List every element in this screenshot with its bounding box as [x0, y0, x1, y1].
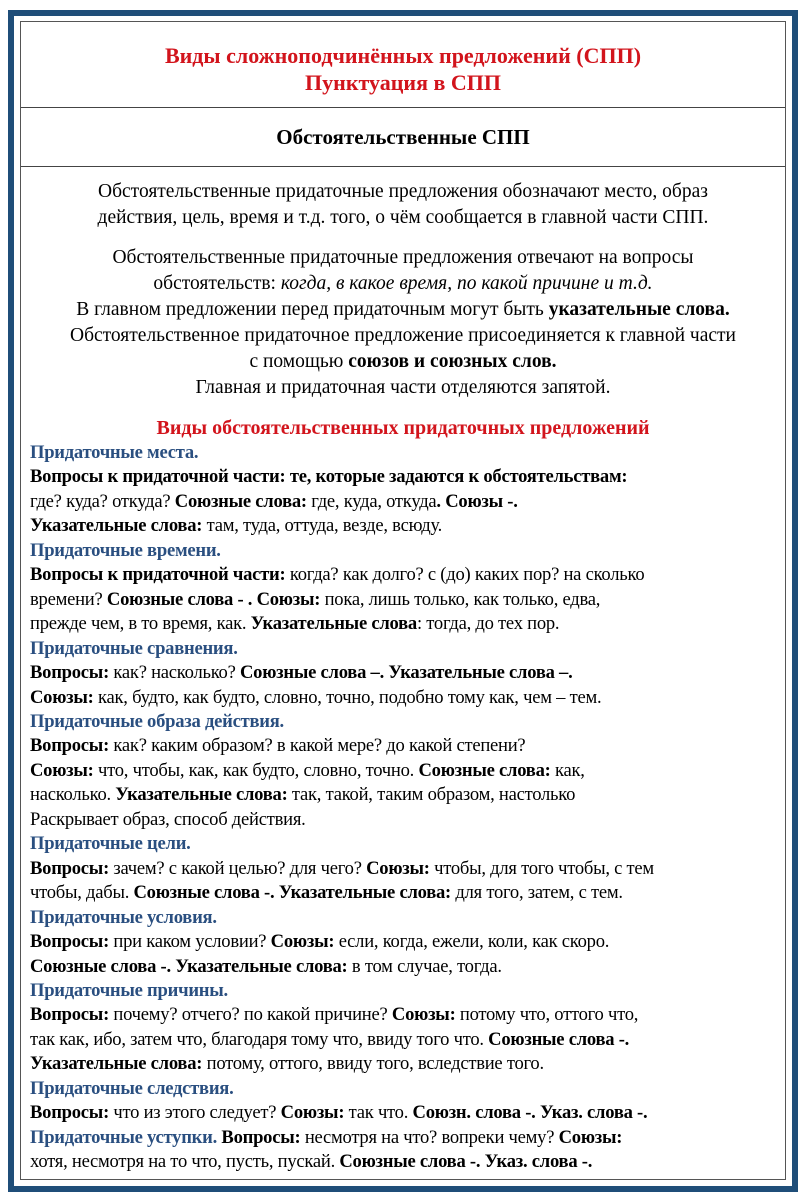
bold-text: Союзные слова -. Указ. слова -.	[339, 1151, 593, 1173]
subtype-heading: Придаточные причины.	[30, 979, 228, 1001]
text: так, такой, таким образом, настолько	[287, 784, 576, 806]
types-list	[21, 441, 785, 1175]
text-line	[30, 490, 785, 514]
section-heading: Обстоятельственные СПП	[21, 108, 785, 167]
types-heading: Виды обстоятельственных придаточных предложений	[156, 417, 650, 439]
text-line	[30, 1003, 785, 1027]
subtype-heading: Придаточные условия.	[30, 906, 217, 928]
text: прежде чем, в то время, как.	[30, 613, 251, 635]
text-line	[21, 349, 785, 375]
text-line	[30, 465, 785, 489]
bold-text: союзов и союзных слов.	[348, 351, 557, 372]
text: потому что, оттого что,	[455, 1004, 639, 1026]
text-line	[21, 323, 785, 349]
text-line	[30, 637, 785, 661]
text-line	[21, 205, 785, 231]
text-line	[30, 1126, 785, 1150]
bold-text: Указательные слова:	[30, 1053, 203, 1075]
text-line	[30, 612, 785, 636]
text: пока, лишь только, как только, едва,	[320, 588, 601, 610]
bold-text: Союзные слова –. Указательные слова –.	[240, 662, 573, 684]
text: насколько.	[30, 784, 116, 806]
text-line	[30, 783, 785, 807]
bold-text: Союзы:	[280, 1102, 345, 1124]
text: что из этого следует?	[109, 1102, 281, 1124]
subtype-heading: Придаточные уступки.	[30, 1126, 222, 1148]
spacer	[21, 231, 785, 245]
text: В главном предложении перед придаточным могут быть	[76, 299, 549, 320]
bold-text: Союзные слова:	[174, 490, 307, 512]
text: когда? как долго? с (до) каких пор? на сколько	[285, 564, 645, 586]
text: Обстоятельственные придаточные предложения отвечают на вопросы	[112, 247, 694, 268]
subtype-heading: Придаточные места.	[30, 442, 199, 463]
text-line	[30, 857, 785, 881]
text: Раскрывает образ, способ действия.	[30, 808, 306, 830]
bold-text: Союзные слова -. Указательные слова:	[30, 955, 348, 977]
text: что, чтобы, как, как будто, словно, точно.	[93, 759, 419, 781]
text: при каком условии?	[109, 931, 271, 953]
bold-text: Союзные слова:	[418, 759, 551, 781]
page-frame	[8, 10, 798, 1192]
text-line	[30, 441, 785, 465]
text-line	[30, 955, 785, 979]
text: Обстоятельственное придаточное предложение присоединяется к главной части	[70, 325, 736, 346]
intro-text	[21, 167, 785, 401]
text-line	[30, 881, 785, 905]
bold-text: Вопросы:	[30, 1102, 110, 1124]
text: как, будто, как будто, словно, точно, подобно тому как, чем – тем.	[93, 686, 602, 708]
bold-text: Вопросы:	[30, 1004, 110, 1026]
text: так что.	[344, 1102, 413, 1124]
text-line	[30, 832, 785, 856]
text-line	[30, 710, 785, 734]
text: зачем? с какой целью? для чего?	[109, 857, 367, 879]
bold-text: Вопросы к придаточной части:	[30, 564, 286, 586]
bold-text: указательные слова.	[548, 299, 730, 320]
text-line	[21, 179, 785, 205]
bold-text: Указательные слова:	[30, 515, 203, 537]
text: обстоятельств:	[153, 273, 281, 294]
text: как? насколько?	[109, 662, 240, 684]
bold-text: Союзы:	[366, 857, 430, 879]
bold-text: Союзные слова -.	[488, 1028, 630, 1050]
bold-text: Указательные слова:	[115, 784, 288, 806]
bold-text: Союзные слова - . Союзы:	[106, 588, 321, 610]
text: там, туда, оттуда, везде, всюду.	[202, 515, 443, 537]
subtype-heading: Придаточные сравнения.	[30, 637, 238, 659]
bold-text: Вопросы:	[221, 1126, 301, 1148]
bold-text: Союзы:	[30, 759, 94, 781]
text-line	[30, 1028, 785, 1052]
text: с помощью	[249, 351, 349, 372]
text: действия, цель, время и т.д. того, о чём сообщается в главной части СПП.	[97, 207, 709, 228]
text-line	[30, 563, 785, 587]
text-line	[30, 930, 785, 954]
text-line	[30, 539, 785, 563]
text-line	[30, 1077, 785, 1101]
text-line	[30, 686, 785, 710]
text-line	[30, 514, 785, 538]
text-line	[30, 1150, 785, 1174]
text: : тогда, до тех пор.	[416, 613, 560, 635]
text: чтобы, дабы.	[30, 882, 134, 904]
content-box	[20, 21, 786, 1180]
subtype-heading: Придаточные цели.	[30, 833, 191, 855]
text: чтобы, для того чтобы, с тем	[429, 857, 654, 879]
subtype-heading: Придаточные образа действия.	[30, 710, 284, 732]
bold-text: Вопросы:	[30, 931, 110, 953]
subtitle: Пунктуация в СПП	[305, 70, 501, 95]
text-line	[21, 297, 785, 323]
bold-text: Вопросы:	[30, 735, 110, 757]
text-line	[21, 245, 785, 271]
text: для того, затем, с тем.	[451, 882, 623, 904]
text: несмотря на что? вопреки чему?	[300, 1126, 559, 1148]
text: где? куда? откуда?	[30, 490, 175, 512]
text-line	[30, 906, 785, 930]
bold-text: . Союзы -.	[436, 490, 518, 512]
text-line	[30, 734, 785, 758]
text-line	[30, 661, 785, 685]
text-line	[30, 808, 785, 832]
text-line	[21, 271, 785, 297]
text: как,	[550, 759, 585, 781]
text: так как, ибо, затем что, благодаря тому что, ввиду того что.	[30, 1028, 489, 1050]
subtype-heading: Придаточные времени.	[30, 539, 221, 561]
subtype-heading: Придаточные следствия.	[30, 1077, 234, 1099]
text: потому, оттого, ввиду того, вследствие того.	[202, 1053, 544, 1075]
bold-text: Союзы:	[270, 931, 335, 953]
bold-text: Союзн. слова -. Указ. слова -.	[412, 1102, 648, 1124]
text-line	[30, 588, 785, 612]
bold-text: Вопросы:	[30, 662, 110, 684]
bold-text: Союзы:	[30, 686, 94, 708]
text-line	[30, 759, 785, 783]
text: в том случае, тогда.	[347, 955, 502, 977]
text: где, куда, откуда	[306, 490, 437, 512]
text-line	[21, 375, 785, 401]
text: когда, в какое время, по какой причине и т.д.	[280, 273, 653, 294]
bold-text: Вопросы к придаточной части: те, которые задаются к обстоятельствам:	[30, 466, 628, 488]
bold-text: Союзы:	[558, 1126, 623, 1148]
text-line	[30, 1101, 785, 1125]
text-line	[30, 979, 785, 1003]
title: Виды сложноподчинённых предложений (СПП)	[164, 43, 642, 68]
bold-text: Союзные слова -. Указательные слова:	[133, 882, 451, 904]
bold-text: Союзы:	[391, 1004, 456, 1026]
text: если, когда, ежели, коли, как скоро.	[334, 931, 610, 953]
title-block	[21, 22, 785, 108]
bold-text: Вопросы:	[30, 857, 110, 879]
text-line	[30, 1052, 785, 1076]
text: Обстоятельственные придаточные предложения обозначают место, образ	[98, 181, 708, 202]
bold-text: Указательные слова	[250, 613, 417, 635]
text: как? каким образом? в какой мере? до какой степени?	[109, 735, 526, 757]
text: почему? отчего? по какой причине?	[109, 1004, 392, 1026]
text: времени?	[30, 588, 107, 610]
text: хотя, несмотря на то что, пусть, пускай.	[30, 1151, 340, 1173]
text: Главная и придаточная части отделяются запятой.	[195, 377, 611, 398]
